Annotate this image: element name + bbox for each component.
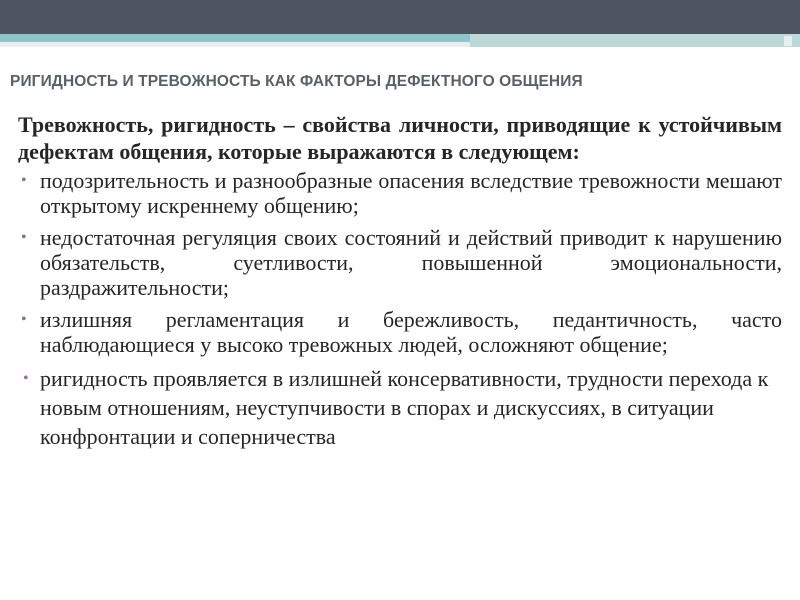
bullet-icon: • — [23, 370, 29, 387]
list-item — [18, 225, 782, 300]
list-item-text: ригидность проявляется в излишней консервативности, трудности перехода к новым отношениям, неуступчивости в спорах и дискуссиях, в ситуации конфронтации и соперничества — [40, 366, 769, 449]
intro-text: Тревожность, ригидность – свойства личности, приводящие к устойчивым дефектам общения, которые выражаются в следующем: — [18, 112, 782, 164]
bullet-icon: • — [21, 311, 27, 328]
list-item-text: подозрительность и разнообразные опасения вследствие тревожности мешают открытому искреннему общению; — [40, 168, 782, 218]
slide-content — [18, 111, 782, 458]
bullet-icon: • — [21, 229, 27, 246]
list-item — [18, 307, 782, 357]
list-item — [18, 364, 782, 451]
bullet-icon: • — [21, 172, 27, 189]
accent-block — [470, 34, 800, 47]
top-bar — [0, 0, 800, 34]
accent-block-end — [784, 36, 792, 46]
list-item-text: излишняя регламентация и бережливость, педантичность, часто наблюдающиеся у высоко тревожных людей, осложняют общение; — [40, 307, 782, 357]
list-item-text: недостаточная регуляция своих состояний и действий приводит к нарушению обязательств, суетливости, повышенной эмоциональности, раздражительности; — [40, 225, 782, 300]
bullet-list — [18, 168, 782, 451]
slide-title: РИГИДНОСТЬ И ТРЕВОЖНОСТЬ КАК ФАКТОРЫ ДЕФЕКТНОГО ОБЩЕНИЯ — [10, 73, 583, 90]
list-item — [18, 168, 782, 218]
